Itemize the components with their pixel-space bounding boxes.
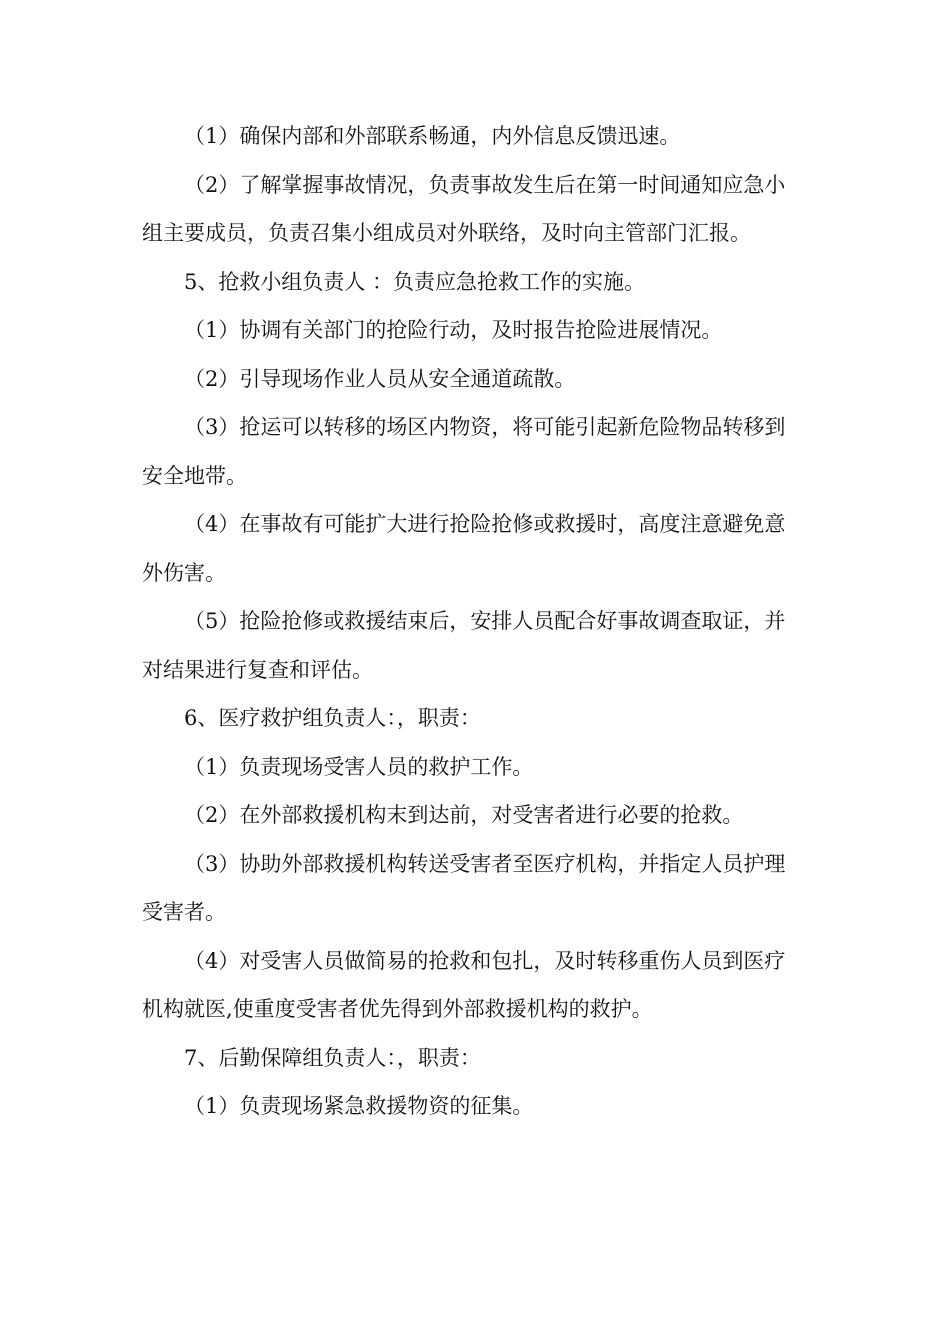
paragraph-10: （3）协助外部救援机构转送受害者至医疗机构，并指定人员护理受害者。: [142, 851, 786, 924]
paragraph-2: （2）了解掌握事故情况，负责事故发生后在第一时间通知应急小组主要成员，负责召集小组成员对外联络，及时向主管部门汇报。: [142, 172, 786, 245]
paragraph-6: （4）在事故有可能扩大进行抢险抢修或救援时，高度注意避免意外伤害。: [142, 512, 786, 585]
paragraph-3: （1）协调有关部门的抢险行动，及时报告抢险进展情况。: [184, 318, 723, 342]
paragraph-12: （1）负责现场紧急救援物资的征集。: [184, 1094, 534, 1118]
paragraph-4: （2）引导现场作业人员从安全通道疏散。: [184, 366, 576, 391]
paragraph-7: （5）抢险抢修或救援结束后，安排人员配合好事故调查取证，并对结果进行复查和评估。: [142, 609, 786, 682]
paragraph-8: （1）负责现场受害人员的救护工作。: [184, 754, 534, 779]
paragraph-11: （4）对受害人员做简易的抢救和包扎，及时转移重伤人员到医疗机构就医,使重度受害者优先得到外部救援机构的救护。: [142, 948, 786, 1021]
paragraph-9: （2）在外部救援机构末到达前，对受害者进行必要的抢救。: [184, 803, 744, 827]
section-6-heading: 6、医疗救护组负责人：，职责：: [184, 706, 481, 730]
paragraph-5: （3）抢运可以转移的场区内物资，将可能引起新危险物品转移到安全地带。: [142, 415, 786, 488]
document-body: [142, 112, 802, 1131]
section-7-heading: 7、后勤保障组负责人：，职责：: [184, 1045, 481, 1070]
paragraph-1: （1）确保内部和外部联系畅通，内外信息反馈迅速。: [184, 124, 681, 148]
section-5-heading: 5、抢救小组负责人 ：负责应急抢救工作的实施。: [184, 269, 646, 294]
